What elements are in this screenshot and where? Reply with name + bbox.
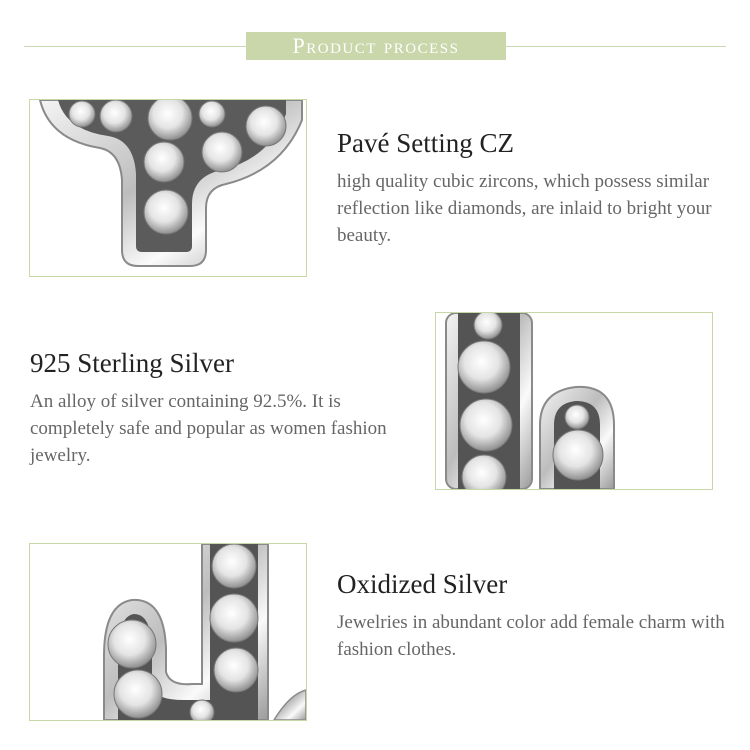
section-title: Product process	[292, 33, 460, 58]
section-header	[246, 32, 506, 60]
feature-oxidized-silver	[337, 567, 727, 663]
header-divider-left	[24, 46, 246, 47]
cactus-charm-image-bottom	[29, 543, 307, 721]
feature-description: An alloy of silver containing 92.5%. It is completely safe and popular as women fashion jewelry.	[30, 391, 387, 466]
cactus-charm-image-top	[29, 99, 307, 277]
feature-title: Pavé Setting CZ	[337, 128, 514, 158]
feature-description: high quality cubic zircons, which possess similar reflection like diamonds, are inlaid to bright your beauty.	[337, 171, 712, 246]
feature-pave-setting	[337, 126, 727, 249]
feature-title: 925 Sterling Silver	[30, 348, 234, 378]
feature-sterling-silver	[30, 346, 400, 469]
feature-description: Jewelries in abundant color add female charm with fashion clothes.	[337, 612, 725, 660]
header-divider-right	[506, 46, 726, 47]
cactus-charm-image-side	[435, 312, 713, 490]
feature-title: Oxidized Silver	[337, 569, 508, 599]
